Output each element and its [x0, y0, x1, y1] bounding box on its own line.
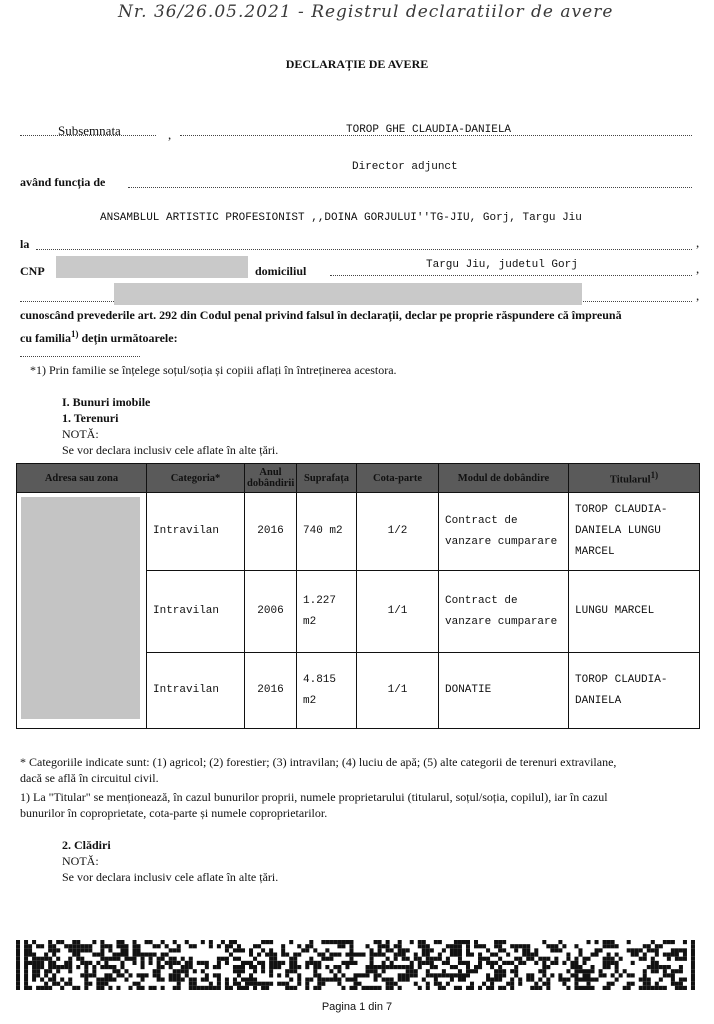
redacted-address-cell [21, 497, 140, 719]
comma: , [696, 235, 700, 250]
note-label: NOTĂ: [62, 854, 99, 868]
dotted-line [128, 187, 692, 188]
domicile-value: Targu Jiu, judetul Gorj [426, 259, 578, 271]
table-cell: Contract de vanzare cumparare [439, 493, 569, 571]
column-header: Adresa sau zona [17, 464, 147, 493]
categories-footnote-2: dacă se află în circuitul civil. [20, 771, 159, 785]
redacted-cnp [56, 256, 248, 278]
barcode [16, 940, 699, 990]
column-header: Cota-parte [357, 464, 439, 493]
column-header: Categoria* [147, 464, 245, 493]
table-cell: 2016 [245, 493, 297, 571]
document-title: DECLARAȚIE DE AVERE [285, 57, 429, 71]
table-cell: 2016 [245, 653, 297, 729]
subsection-heading: 1. Terenuri [62, 411, 119, 425]
categories-footnote: * Categoriile indicate sunt: (1) agricol; (2) forestier; (3) intravilan; (4) luciu de apă; (5) alte categorii de terenuri extravilane, [20, 755, 617, 769]
titular-footnote-2: bunurilor în coproprietate, cota-parte și numele coproprietarilor. [20, 806, 328, 820]
dotted-line [330, 275, 692, 276]
table-cell: 1/2 [357, 493, 439, 571]
dotted-line [20, 356, 140, 357]
table-cell: DONATIE [439, 653, 569, 729]
comma: , [696, 288, 700, 303]
note-text: Se vor declara inclusiv cele aflate în alte țări. [62, 870, 279, 884]
domicile-label: domiciliul [255, 264, 307, 278]
column-header: Titularul$^{1)}$ [569, 464, 700, 493]
address-cell [17, 493, 147, 729]
table-cell: TOROP CLAUDIA-DANIELA LUNGU MARCEL [569, 493, 700, 571]
institution-name: ANSAMBLUL ARTISTIC PROFESIONIST ,,DOINA GORJULUI''TG-JIU, Gorj, Targu Jiu [100, 212, 582, 224]
statement-line: cunoscând prevederile art. 292 din Codul penal privind falsul în declarații, declar pe proprie răspundere că împreună [20, 308, 622, 322]
table-cell: 1/1 [357, 571, 439, 653]
table-row [17, 493, 700, 571]
comma: , [168, 127, 172, 142]
table-cell: TOROP CLAUDIA-DANIELA [569, 653, 700, 729]
land-table [16, 463, 700, 729]
table-cell: 1/1 [357, 653, 439, 729]
note-text: Se vor declara inclusiv cele aflate în alte țări. [62, 443, 279, 457]
registration-note: Nr. 36/26.05.2021 - Registrul declaratiilor de avere [118, 2, 614, 22]
table-cell: 4.815 m2 [297, 653, 357, 729]
column-header: Suprafața [297, 464, 357, 493]
table-cell: LUNGU MARCEL [569, 571, 700, 653]
column-header: Anul dobândirii [245, 464, 297, 493]
dotted-line [36, 249, 692, 250]
declarant-name: TOROP GHE CLAUDIA-DANIELA [346, 124, 512, 136]
section-heading: 2. Clădiri [62, 838, 111, 852]
declarant-function: Director adjunct [352, 161, 458, 173]
statement-line-2: cu familia$^{1)}$ dețin următoarele: [20, 329, 178, 345]
family-note: *1) Prin familie se înțelege soțul/soția și copiii aflați în întreținerea acestora. [30, 363, 397, 377]
table-cell: Intravilan [147, 653, 245, 729]
declarant-label: Subsemnata [58, 123, 121, 138]
table-cell: 2006 [245, 571, 297, 653]
at-label: la [20, 237, 30, 251]
column-header: Modul de dobândire [439, 464, 569, 493]
titular-footnote: 1) La "Titular" se menționează, în cazul bunurilor proprii, numele proprietarului (titularul, soțul/soția, copilul), iar în cazul [20, 790, 608, 804]
table-cell: Intravilan [147, 571, 245, 653]
comma: , [696, 261, 700, 276]
function-label: având funcția de [20, 175, 106, 189]
redacted-address [114, 283, 582, 305]
note-label: NOTĂ: [62, 427, 99, 441]
table-cell: Contract de vanzare cumparare [439, 571, 569, 653]
table-cell: 1.227 m2 [297, 571, 357, 653]
section-heading: I. Bunuri imobile [62, 395, 151, 409]
cnp-label: CNP [20, 264, 45, 278]
table-cell: 740 m2 [297, 493, 357, 571]
table-cell: Intravilan [147, 493, 245, 571]
table-header-row [17, 464, 700, 493]
page-number: Pagina 1 din 7 [321, 1001, 393, 1013]
